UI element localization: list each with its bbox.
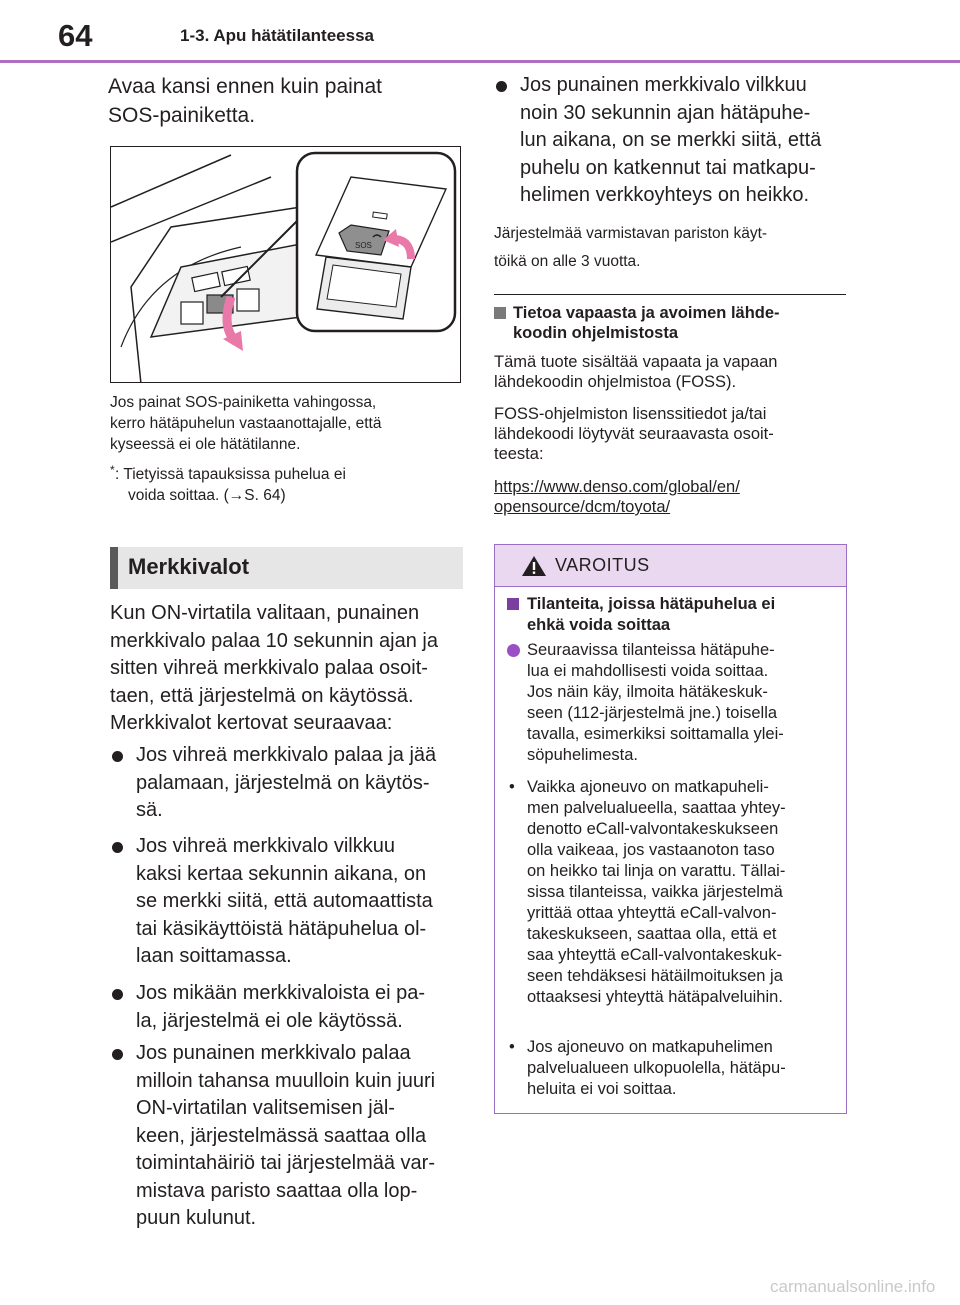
lead-line: SOS-painiketta. bbox=[108, 104, 256, 127]
warning-bullet: • bbox=[509, 778, 515, 796]
warning-line: heluita ei voi soittaa. bbox=[527, 1080, 677, 1098]
warning-line: Seuraavissa tilanteissa hätäpuhe- bbox=[527, 641, 775, 659]
header-divider bbox=[0, 60, 960, 63]
warning-line: saa yhteyttä eCall-valvontakeskuk- bbox=[527, 946, 782, 964]
para-line: FOSS-ohjelmiston lisenssitiedot ja/tai bbox=[494, 405, 767, 423]
bullet-dot bbox=[496, 81, 507, 92]
bullet-line: tai käsikäyttöistä hätäpuhelua ol- bbox=[136, 917, 427, 940]
caption-line: kerro hätäpuhelun vastaanottajalle, että bbox=[110, 415, 382, 432]
bullet-line: se merkki siitä, että automaattista bbox=[136, 890, 433, 912]
section-header: 1-3. Apu hätätilanteessa bbox=[180, 26, 374, 45]
bullet-line: Jos punainen merkkivalo palaa bbox=[136, 1042, 411, 1064]
foss-link[interactable] bbox=[494, 477, 846, 517]
note-line: Järjestelmää varmistavan pariston käyt- bbox=[494, 225, 768, 242]
sos-button-illustration bbox=[110, 146, 461, 383]
warning-line: söpuhelimesta. bbox=[527, 746, 638, 764]
heading-line: koodin ohjelmistosta bbox=[513, 324, 679, 342]
para-line: lähdekoodi löytyvät seuraavasta osoit- bbox=[494, 425, 774, 443]
list-item bbox=[494, 72, 844, 210]
lead-line: Avaa kansi ennen kuin painat bbox=[108, 75, 382, 98]
heading-square-icon bbox=[494, 307, 506, 319]
warning-line: on heikko tai linja on varattu. Tällai- bbox=[527, 862, 786, 880]
warning-item-coverage bbox=[507, 777, 837, 1008]
bullet-line: Jos vihreä merkkivalo palaa ja jää bbox=[136, 744, 437, 766]
warning-title: VAROITUS bbox=[555, 555, 650, 575]
battery-note bbox=[494, 220, 846, 275]
bullet-line: laan soittamassa. bbox=[136, 945, 292, 967]
warning-line: palvelualueen ulkopuolella, hätäpu- bbox=[527, 1059, 786, 1077]
warning-line: olla vaikeaa, jos vastaanoton taso bbox=[527, 841, 775, 859]
warning-line: Jos ajoneuvo on matkapuhelimen bbox=[527, 1038, 773, 1056]
warning-line: ottaaksesi yhteyttä hätäpalveluihin. bbox=[527, 988, 783, 1006]
bullet-dot bbox=[112, 989, 123, 1000]
foss-heading-text bbox=[513, 303, 843, 343]
warning-bullet-dot bbox=[507, 644, 520, 657]
overhead-console-drawing bbox=[111, 147, 461, 383]
warning-line: yrittää ottaa yhteyttä eCall-valvon- bbox=[527, 904, 777, 922]
sos-text: SOS bbox=[355, 241, 372, 250]
bullet-line: noin 30 sekunnin ajan hätäpuhe- bbox=[520, 101, 811, 124]
bullet-line: Jos vihreä merkkivalo vilkkuu bbox=[136, 835, 395, 857]
warning-line: takeskukseen, saattaa olla, että et bbox=[527, 925, 777, 943]
bullet-dot bbox=[112, 1049, 123, 1060]
section-heading-bar bbox=[110, 547, 118, 589]
bullet-line: mistava paristo saattaa olla lop- bbox=[136, 1179, 418, 1202]
subheading-line: ehkä voida soittaa bbox=[527, 616, 671, 634]
para-line: Tämä tuote sisältää vapaata ja vapaan bbox=[494, 353, 778, 371]
warning-subheading-text bbox=[507, 594, 837, 636]
bullet-line: ON-virtatilan valitsemisen jäl- bbox=[136, 1097, 395, 1119]
bullet-line: la, järjestelmä ei ole käytössä. bbox=[136, 1009, 403, 1032]
warning-box bbox=[494, 544, 847, 1114]
warning-line: lua ei mahdollisesti voida soittaa. bbox=[527, 662, 769, 680]
bullet-line: sä. bbox=[136, 799, 163, 821]
warning-line: men palvelualueella, saattaa yhtey- bbox=[527, 799, 786, 817]
subheading-line: Tilanteita, joissa hätäpuhelua ei bbox=[527, 595, 776, 613]
warning-header bbox=[495, 545, 846, 587]
bullet-green-on bbox=[110, 742, 472, 825]
bullet-none-on bbox=[110, 980, 472, 1035]
bullet-line: toimintahäiriö tai järjestelmää var- bbox=[136, 1152, 436, 1174]
bullet-dot bbox=[112, 842, 123, 853]
warning-line: sissa tilanteissa, vaikka järjestelmä bbox=[527, 883, 783, 901]
section-heading-box bbox=[110, 547, 463, 589]
bullet-line: lun aikana, on se merkki siitä, että bbox=[520, 129, 822, 151]
para-line: lähdekoodin ohjelmistoa (FOSS). bbox=[494, 373, 737, 391]
section-title: Merkkivalot bbox=[128, 554, 250, 579]
bullet-line: keen, järjestelmässä saattaa olla bbox=[136, 1124, 427, 1147]
warning-line: Vaikka ajoneuvo on matkapuheli- bbox=[527, 778, 769, 796]
bullet-line: milloin tahansa muulloin kuin juuri bbox=[136, 1069, 436, 1092]
heading-line: Tietoa vapaasta ja avoimen lähde- bbox=[513, 304, 780, 322]
intro-line: taen, että järjestelmä on käytössä. bbox=[110, 684, 414, 707]
warning-item-text bbox=[507, 640, 837, 766]
foss-paragraph-1 bbox=[494, 352, 846, 392]
watermark: carmanualsonline.info bbox=[770, 1277, 936, 1296]
footnote-text bbox=[110, 464, 465, 506]
intro-line: sitten vihreä merkkivalo palaa osoit- bbox=[110, 657, 428, 679]
caption-line: kyseessä ei ole hätätilanne. bbox=[110, 436, 301, 453]
warning-line: seen tehdäksesi hätäilmoituksen ja bbox=[527, 967, 783, 985]
bullet-line: Jos mikään merkkivaloista ei pa- bbox=[136, 982, 425, 1004]
intro-line: Kun ON-virtatila valitaan, punainen bbox=[110, 602, 420, 624]
para-line: teesta: bbox=[494, 445, 544, 463]
bullet-line: kaksi kertaa sekunnin aikana, on bbox=[136, 862, 427, 885]
warning-item-text bbox=[507, 777, 837, 1008]
warning-line: tavalla, esimerkiksi soittamalla ylei- bbox=[527, 725, 784, 743]
bullet-line: puun kulunut. bbox=[136, 1207, 257, 1229]
footnote-line: voida soittaa. (→S. 64) bbox=[128, 487, 286, 504]
intro-line: Merkkivalot kertovat seuraavaa: bbox=[110, 712, 393, 734]
bullet-line: helimen verkkoyhteys on heikko. bbox=[520, 184, 810, 206]
footnote bbox=[110, 464, 465, 506]
warning-line: Jos näin käy, ilmoita hätäkeskuk- bbox=[527, 683, 768, 701]
figure-caption bbox=[110, 392, 465, 455]
warning-item-outside-coverage bbox=[507, 1037, 837, 1100]
warning-line: denotto eCall-valvontakeskukseen bbox=[527, 820, 779, 838]
bullet-line: palamaan, järjestelmä on käytös- bbox=[136, 771, 430, 794]
lead-text bbox=[108, 72, 468, 130]
warning-line: seen (112-järjestelmä jne.) toisella bbox=[527, 704, 778, 722]
warning-bullet: • bbox=[509, 1038, 515, 1056]
intro-line: merkkivalo palaa 10 sekunnin ajan ja bbox=[110, 629, 438, 652]
warning-item-text bbox=[507, 1037, 837, 1100]
list-item bbox=[110, 980, 472, 1035]
foss-paragraph-2 bbox=[494, 404, 846, 464]
bullet-green-blink bbox=[110, 833, 472, 971]
warning-triangle-icon bbox=[521, 555, 547, 577]
note-line: töikä on alle 3 vuotta. bbox=[494, 252, 641, 270]
bullet-line: puhelu on katkennut tai matkapu- bbox=[520, 156, 816, 179]
bullet-dot bbox=[112, 751, 123, 762]
footnote-marker: * bbox=[110, 463, 115, 477]
list-item bbox=[110, 742, 472, 825]
foss-link-line[interactable]: opensource/dcm/toyota/ bbox=[494, 498, 671, 516]
foss-link-line[interactable]: https://www.denso.com/global/en/ bbox=[494, 478, 740, 496]
subheading-square-icon bbox=[507, 598, 519, 610]
list-item bbox=[110, 1040, 472, 1233]
warning-subheading bbox=[507, 594, 837, 636]
caption-line: Jos painat SOS-painiketta vahingossa, bbox=[110, 394, 377, 411]
bullet-red-on bbox=[110, 1040, 472, 1233]
page-number: 64 bbox=[58, 18, 93, 53]
list-item bbox=[110, 833, 472, 971]
indicator-intro bbox=[110, 600, 470, 738]
divider-line bbox=[494, 294, 846, 295]
bullet-line: Jos punainen merkkivalo vilkkuu bbox=[520, 74, 807, 96]
footnote-line: : Tietyissä tapauksissa puhelua ei bbox=[115, 466, 346, 483]
bullet-red-blink bbox=[494, 72, 844, 210]
warning-item-emergency bbox=[507, 640, 837, 766]
